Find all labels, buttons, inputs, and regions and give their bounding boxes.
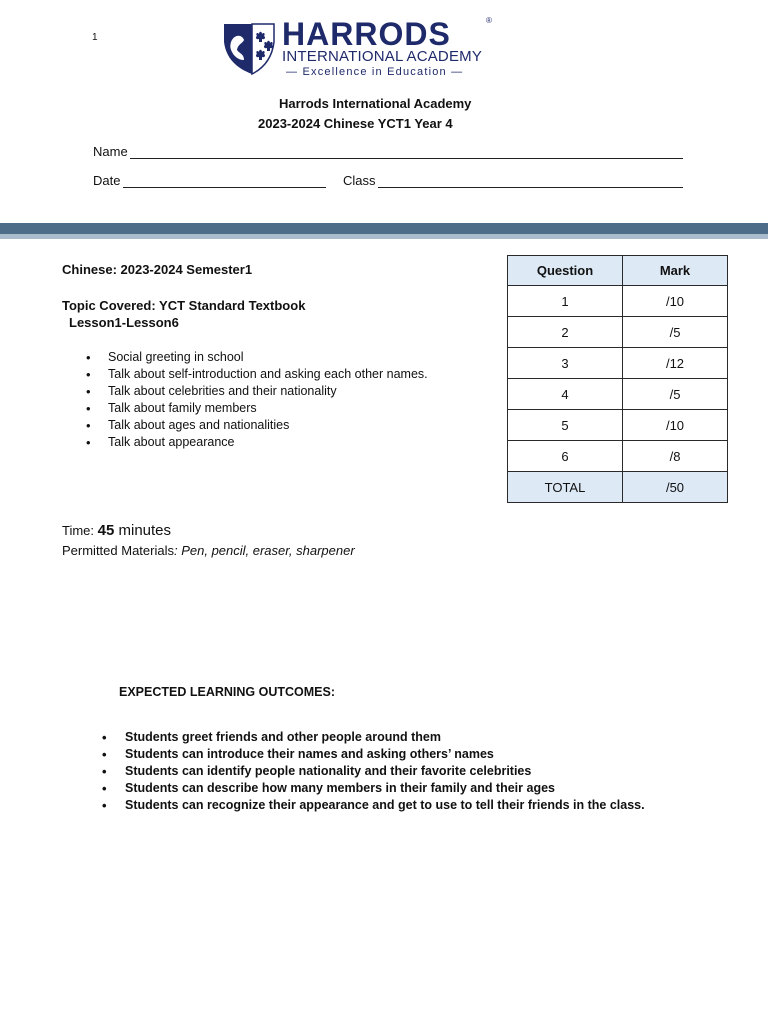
list-item: • Students can describe how many members in their family and their ages bbox=[100, 780, 645, 797]
school-logo bbox=[222, 18, 494, 78]
table-row bbox=[508, 410, 728, 441]
name-field[interactable] bbox=[130, 158, 683, 159]
page-number: 1 bbox=[92, 32, 98, 43]
materials-line bbox=[62, 543, 355, 558]
list-item: • Students can identify people nationality and their favorite celebrities bbox=[100, 763, 645, 780]
topic-heading: Topic Covered: YCT Standard Textbook bbox=[62, 298, 306, 313]
table-row bbox=[508, 317, 728, 348]
list-item: • Talk about self-introduction and asking each other names. bbox=[84, 366, 428, 383]
column-header-question: Question bbox=[508, 256, 623, 286]
registered-mark: ® bbox=[486, 16, 492, 25]
class-label: Class bbox=[343, 173, 376, 188]
column-header-mark: Mark bbox=[623, 256, 728, 286]
time-value: 45 bbox=[97, 522, 115, 539]
mark-cell: /10 bbox=[623, 286, 728, 317]
section-divider bbox=[0, 223, 768, 239]
logo-subtitle: INTERNATIONAL ACADEMY bbox=[282, 48, 483, 65]
list-item: • Students greet friends and other people around them bbox=[100, 729, 645, 746]
logo-tagline: — Excellence in Education — bbox=[286, 66, 464, 78]
question-cell: 4 bbox=[508, 379, 623, 410]
question-cell: 2 bbox=[508, 317, 623, 348]
table-total-row bbox=[508, 472, 728, 503]
marks-table bbox=[507, 255, 728, 503]
semester-heading: Chinese: 2023-2024 Semester1 bbox=[62, 262, 253, 277]
class-field[interactable] bbox=[378, 187, 683, 188]
list-item: • Social greeting in school bbox=[84, 349, 428, 366]
question-cell: 3 bbox=[508, 348, 623, 379]
table-row bbox=[508, 379, 728, 410]
list-item: • Students can introduce their names and asking others’ names bbox=[100, 746, 645, 763]
materials-value: : Pen, pencil, eraser, sharpener bbox=[173, 543, 355, 558]
mark-cell: /8 bbox=[623, 441, 728, 472]
table-row bbox=[508, 286, 728, 317]
name-label: Name bbox=[93, 144, 128, 159]
lessons-heading: Lesson1-Lesson6 bbox=[69, 315, 179, 330]
materials-label: Permitted Materials bbox=[62, 543, 174, 558]
date-field[interactable] bbox=[123, 187, 326, 188]
date-label: Date bbox=[93, 173, 121, 188]
crest-shield-icon bbox=[222, 22, 276, 76]
table-header-row bbox=[508, 256, 728, 286]
outcomes-heading: EXPECTED LEARNING OUTCOMES: bbox=[119, 685, 335, 699]
logo-brand: HARRODS bbox=[282, 16, 451, 52]
mark-cell: /5 bbox=[623, 317, 728, 348]
time-line bbox=[62, 522, 171, 539]
table-row bbox=[508, 348, 728, 379]
mark-cell: /10 bbox=[623, 410, 728, 441]
table-row bbox=[508, 441, 728, 472]
total-mark-cell: /50 bbox=[623, 472, 728, 503]
topics-list bbox=[84, 349, 428, 451]
course-title: 2023-2024 Chinese YCT1 Year 4 bbox=[258, 116, 453, 131]
list-item: • Talk about family members bbox=[84, 400, 428, 417]
question-cell: 6 bbox=[508, 441, 623, 472]
school-title: Harrods International Academy bbox=[279, 96, 472, 111]
time-unit: minutes bbox=[114, 522, 172, 539]
list-item: • Talk about celebrities and their nationality bbox=[84, 383, 428, 400]
time-label: Time: bbox=[62, 523, 98, 538]
question-cell: 1 bbox=[508, 286, 623, 317]
mark-cell: /5 bbox=[623, 379, 728, 410]
mark-cell: /12 bbox=[623, 348, 728, 379]
list-item: • Talk about appearance bbox=[84, 434, 428, 451]
outcomes-list bbox=[100, 729, 645, 814]
question-cell: 5 bbox=[508, 410, 623, 441]
total-label-cell: TOTAL bbox=[508, 472, 623, 503]
list-item: • Students can recognize their appearance and get to use to tell their friends in the class. bbox=[100, 797, 645, 814]
list-item: • Talk about ages and nationalities bbox=[84, 417, 428, 434]
